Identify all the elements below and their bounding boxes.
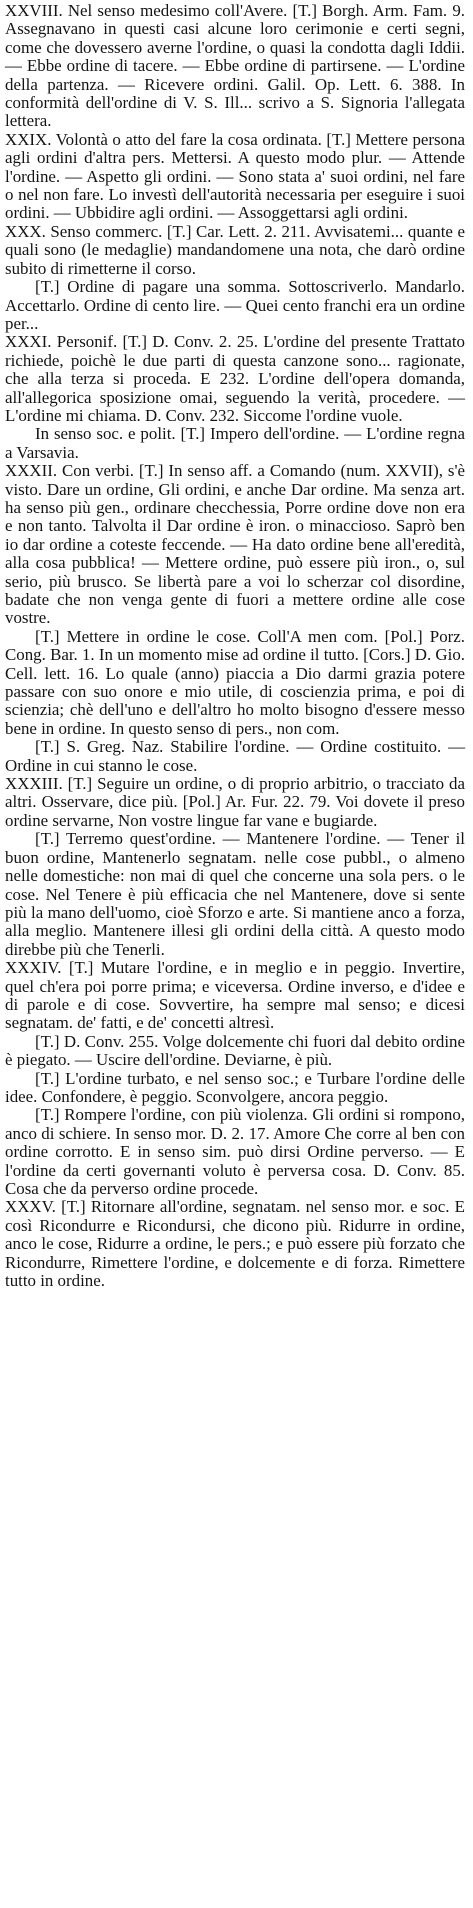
sense-30-paragraph: XXX. Senso commerc. [T.] Car. Lett. 2. 211. Avvisatemi... quante e quali sono (le medaglie) mandandomene una nota, che darò ordine subito di rimetterne il corso.	[5, 221, 465, 278]
sense-31-subparagraph: In senso soc. e polit. [T.] Impero dell'ordine. — L'ordine regna a Varsavia.	[5, 424, 465, 462]
sense-32-paragraph: XXXII. Con verbi. [T.] In senso aff. a Comando (num. XXVII), s'è visto. Dare un ordine, Gli ordini, e anche Dar ordine. Ma senza art. ha senso più gen., ordinare checchessia, Porre ordine dove non era e non tanto. Talvolta il Dar ordine è iron. o minaccioso. Saprò ben io dar ordine a coteste feccende. — Ha dato ordine bene all'eredità, alla cosa pubblica! — Mettere ordine, può essere più iron., o, sul serio, più brusco. Se libertà pare a voi lo scherzar col disordine, badate che non venga gente di fuori a mettere ordine alle cose vostre.	[5, 461, 465, 628]
sense-28-paragraph: XXVIII. Nel senso medesimo coll'Avere. [T.] Borgh. Arm. Fam. 9. Assegnavano in questi casi alcune loro cerimonie e certi segni, come che dovessero averne l'ordine, o quasi la condotta dagli Iddii. — Ebbe ordine di tacere. — Ebbe ordine di partirsene. — L'ordine della partenza. — Ricevere ordini. Galil. Op. Lett. 6. 388. In conformità dell'ordine di V. S. Ill... scrivo a S. Signoria l'allegata lettera.	[5, 1, 465, 131]
sense-35-paragraph: XXXV. [T.] Ritornare all'ordine, segnatam. nel senso mor. e soc. E così Ricondurre e Ricondursi, che dicono più. Ridurre in ordine, anco le cose, Ridurre a ordine, le pers.; e può essere più forzato che Ricondurre, Rimettere l'ordine, e dolcemente e di forza. Rimettere tutto in ordine.	[5, 1197, 465, 1291]
sense-33-paragraph: XXXIII. [T.] Seguire un ordine, o di proprio arbitrio, o tracciato da altri. Osservare, dice più. [Pol.] Ar. Fur. 22. 79. Voi dovete il preso ordine servarne, Non vostre lingue far vane e bugiarde.	[5, 774, 465, 830]
sense-34-paragraph: XXXIV. [T.] Mutare l'ordine, e in meglio e in peggio. Invertire, quel ch'era poi porre prima; e viceversa. Ordine inverso, e d'idee e di parole e di cose. Sovvertire, ha sempre mal senso; e dicesi segnatam. de' fatti, e de' concetti altresì.	[5, 958, 465, 1033]
dictionary-page	[5, 2, 465, 1290]
sense-34-subparagraph-3: [T.] Rompere l'ordine, con più violenza. Gli ordini si rompono, anco di schiere. In senso mor. D. 2. 17. Amore Che corre al ben con ordine corrotto. E in senso sim. può dirsi Ordine perverso. — E l'ordine da certi governanti voluto è perversa cosa. D. Conv. 85. Cosa che da perverso ordine procede.	[5, 1105, 465, 1198]
sense-30-subparagraph: [T.] Ordine di pagare una somma. Sottoscriverlo. Mandarlo. Accettarlo. Ordine di cento lire. — Quei cento franchi era un ordine per...	[5, 277, 465, 333]
sense-33-subparagraph: [T.] Terremo quest'ordine. — Mantenere l'ordine. — Tener il buon ordine, Mantenerlo segnatam. nelle cose pubbl., o almeno nelle domestiche: non mai di quel che concerne una sola pers. o le cose. Nel Tenere è più efficacia che nel Mantenere, dove si sente più la mano dell'uomo, cioè Sforzo e arte. Si mantiene anco a forza, alla meglio. Mantenere illesi gli ordini della città. A questo modo direbbe più che Tenerli.	[5, 829, 465, 959]
sense-34-subparagraph-1: [T.] D. Conv. 255. Volge dolcemente chi fuori dal debito ordine è piegato. — Uscire dell'ordine. Deviarne, è più.	[5, 1031, 465, 1070]
sense-32-subparagraph-1: [T.] Mettere in ordine le cose. Coll'A men com. [Pol.] Porz. Cong. Bar. 1. In un momento mise ad ordine il tutto. [Cors.] D. Gio. Cell. lett. 16. Lo quale (anno) piaccia a Dio darmi grazia potere passare con suo onore e mio utile, di coscienzia prima, e poi di scienzia; chè dell'uno e dell'altro ho molto bisogno d'essere messo bene in ordine. In questo senso di pers., non com.	[5, 626, 465, 738]
sense-31-paragraph: XXXI. Personif. [T.] D. Conv. 2. 25. L'ordine del presente Trattato richiede, poichè le due parti di questa canzone sono... ragionate, che alla terza si proceda. E 232. L'ordine dell'opera domanda, all'allegorica sposizione omai, seguendo la verità, procedere. — L'ordine mi chiama. D. Conv. 232. Siccome l'ordine vuole.	[5, 332, 465, 425]
sense-32-subparagraph-2: [T.] S. Greg. Naz. Stabilire l'ordine. — Ordine costituito. — Ordine in cui stanno le cose.	[5, 737, 465, 775]
sense-29-paragraph: XXIX. Volontà o atto del fare la cosa ordinata. [T.] Mettere persona agli ordini d'altra pers. Mettersi. A questo modo plur. — Attende l'ordine. — Aspetto gli ordini. — Sono stata a' suoi ordini, nel fare o nel non fare. Lo investì dell'autorità necessaria per eseguire i suoi ordini. — Ubbidire agli ordini. — Assoggettarsi agli ordini.	[5, 129, 465, 223]
sense-34-subparagraph-2: [T.] L'ordine turbato, e nel senso soc.; e Turbare l'ordine delle idee. Confondere, è peggio. Sconvolgere, ancora peggio.	[5, 1068, 465, 1106]
